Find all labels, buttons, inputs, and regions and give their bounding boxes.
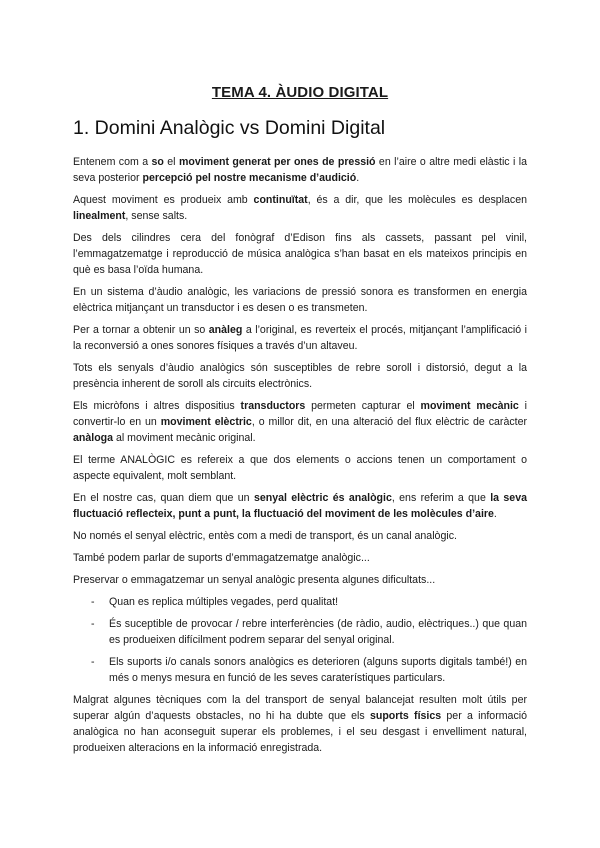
paragraph — [73, 360, 527, 392]
paragraph — [73, 192, 527, 224]
text-run: Preservar o emmagatzemar un senyal analògic presenta algunes dificultats... — [73, 574, 436, 586]
text-run: , ens referim a que — [391, 492, 491, 504]
list-item-text: Quan es replica múltiples vegades, perd qualitat! — [109, 596, 339, 608]
paragraph — [73, 572, 527, 588]
paragraph — [73, 550, 527, 566]
paragraph — [73, 322, 527, 354]
list-item — [73, 594, 527, 610]
list-item-text: Els suports i/o canals sonors analògics es deterioren (alguns suports digitals també!) en més o menys mesura en funció de les seves caraterístiques particulars. — [109, 656, 527, 684]
body-paragraphs — [73, 154, 527, 588]
text-run: . — [493, 508, 497, 520]
text-run: a l’original, es reverteix el procés, mitjançant l’amplificació i la reconversió a ones sonores físiques a través d’un altaveu. — [73, 324, 527, 352]
bold-text: senyal elèctric és analògic — [253, 492, 392, 504]
list-item — [73, 654, 527, 686]
paragraph — [73, 528, 527, 544]
bold-text: linealment — [73, 210, 126, 222]
text-run: Aquest moviment es produeix amb — [73, 194, 254, 206]
text-run: , és a dir, que les molècules es desplacen — [307, 194, 527, 206]
text-run: per a informació analògica no han aconseguit superar els problemes, i el seu desgast i envelliment natural, produeixen alteracions en la informació enregistrada. — [73, 710, 527, 754]
bold-text: suports físics — [369, 710, 442, 722]
paragraph — [73, 398, 527, 446]
text-run: En el nostre cas, quan diem que un — [73, 492, 254, 504]
text-run: Per a tornar a obtenir un so — [73, 324, 209, 336]
document-title: TEMA 4. ÀUDIO DIGITAL — [211, 84, 389, 101]
text-run: Tots els senyals d’àudio analògics són susceptibles de rebre soroll i distorsió, degut a la presència inherent de soroll als circuits electrònics. — [73, 362, 527, 390]
text-run: En un sistema d’àudio analògic, les variacions de pressió sonora es transformen en energia elèctrica mitjançant un transductor i es desen o es transmeten. — [73, 286, 527, 314]
bold-text: anàloga — [73, 432, 114, 444]
section-heading: 1. Domini Analògic vs Domini Digital — [73, 117, 386, 139]
text-run: , o millor dit, en una alteració del flux elèctric de caràcter — [251, 416, 528, 428]
closing-paragraph — [73, 692, 527, 756]
bold-text: moviment mecànic — [420, 400, 519, 412]
text-run: Entenem com a — [73, 156, 152, 168]
text-run: Els micròfons i altres dispositius — [73, 400, 241, 412]
paragraph — [73, 490, 527, 522]
paragraph — [73, 154, 527, 186]
text-run: permeten capturar el — [305, 400, 421, 412]
bold-text: continuïtat — [253, 194, 308, 206]
dash-marker: - — [91, 618, 95, 630]
bold-text: moviment elèctric — [160, 416, 252, 428]
text-run: No només el senyal elèctric, entès com a medi de transport, és un canal analògic. — [73, 530, 457, 542]
bold-text: transductors — [240, 400, 306, 412]
text-run: al moviment mecànic original. — [113, 432, 256, 444]
dash-marker: - — [91, 656, 95, 668]
text-run: El terme ANALÒGIC es refereix a que dos elements o accions tenen un comportament o aspecte equivalent, molt semblant. — [73, 454, 527, 482]
paragraph — [73, 230, 527, 278]
text-run: i convertir-lo en un — [73, 400, 528, 428]
text-run: Malgrat algunes tècniques com la del transport de senyal balancejat resulten molt útils per superar algún d’aquests obstacles, no hi ha dubte que els — [73, 694, 527, 722]
paragraph — [73, 284, 527, 316]
paragraph — [73, 452, 527, 484]
text-run: També podem parlar de suports d’emmagatzematge analògic... — [73, 552, 370, 564]
bold-text: moviment generat per ones de pressió — [178, 156, 376, 168]
bold-text: anàleg — [208, 324, 243, 336]
dash-marker: - — [91, 596, 95, 608]
text-run: en l’aire o altre medi elàstic i la seva posterior — [73, 156, 527, 184]
bold-text: percepció pel nostre mecanisme d’audició — [142, 172, 357, 184]
text-run: . — [356, 172, 360, 184]
bold-text: so — [151, 156, 164, 168]
text-run: , sense salts. — [125, 210, 188, 222]
list-item-text: És suceptible de provocar / rebre interferències (de ràdio, audio, elèctriques..) que quan es produeixen difícilment podrem separar del senyal original. — [109, 618, 527, 646]
text-run: Des dels cilindres cera del fonògraf d’Edison fins als cassets, passant pel vinil, l’emmagatzematge i reproducció de música analògica s’han basat en els mateixos principis en què es basa l’oïda humana. — [73, 232, 527, 276]
list-item — [73, 616, 527, 648]
text-run: el — [163, 156, 179, 168]
bold-text: la seva fluctuació reflecteix, punt a punt, la fluctuació del moviment de les molècules d’aire — [73, 492, 527, 520]
difficulties-list — [73, 594, 527, 686]
